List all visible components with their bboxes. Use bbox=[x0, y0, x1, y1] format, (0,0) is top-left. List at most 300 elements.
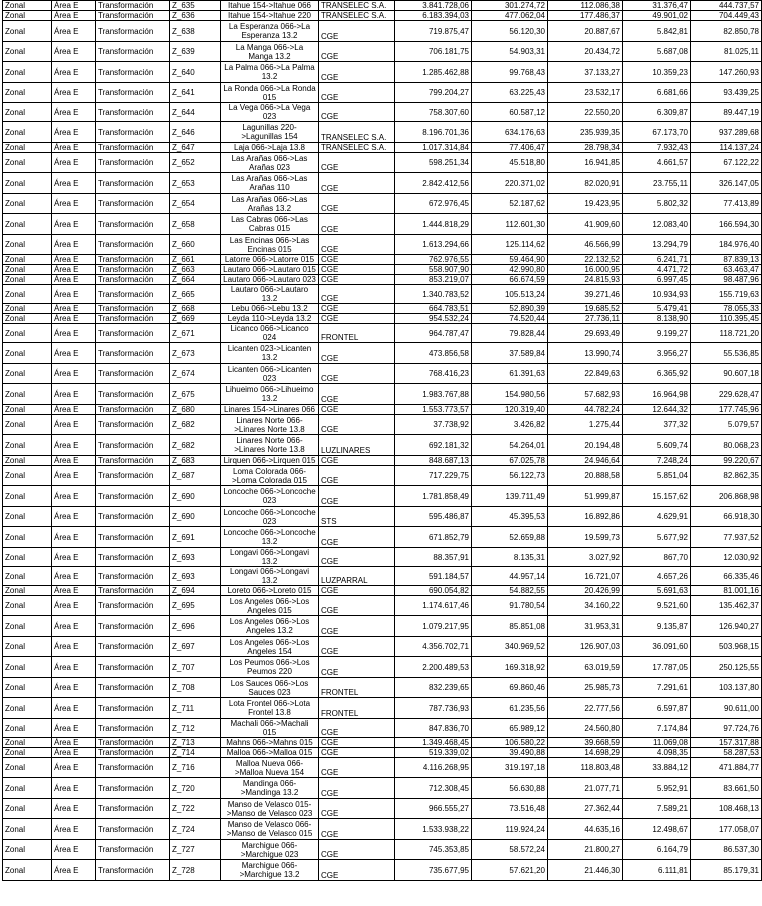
value-2-cell: 54.264,01 bbox=[472, 435, 548, 456]
table-row bbox=[3, 42, 762, 62]
value-4-cell: 5.842,81 bbox=[623, 21, 691, 42]
table-row bbox=[3, 415, 762, 435]
segment-cell: Loncoche 066->Loncoche 023 bbox=[221, 486, 319, 507]
segment-cell: Loreto 066->Loreto 015 bbox=[221, 586, 319, 596]
segment-cell: Itahue 154->Itahue 066 bbox=[221, 1, 319, 11]
area-cell: Área E bbox=[52, 719, 96, 738]
value-2-cell: 58.572,24 bbox=[472, 840, 548, 860]
value-2-cell: 125.114,62 bbox=[472, 235, 548, 255]
value-4-cell: 17.787,05 bbox=[623, 657, 691, 678]
value-1-cell: 6.183.394,03 bbox=[395, 11, 472, 21]
value-4-cell: 31.376,47 bbox=[623, 1, 691, 11]
zonal-cell: Zonal bbox=[3, 122, 52, 143]
type-cell: Transformación bbox=[96, 364, 170, 384]
value-4-cell: 5.609,74 bbox=[623, 435, 691, 456]
value-5-cell: 83.661,50 bbox=[691, 778, 762, 799]
zonal-cell: Zonal bbox=[3, 657, 52, 678]
value-5-cell: 87.839,13 bbox=[691, 255, 762, 265]
value-3-cell: 16.000,95 bbox=[548, 265, 623, 275]
segment-cell: Licanten 023->Licanten 13.2 bbox=[221, 343, 319, 364]
table-row bbox=[3, 586, 762, 596]
zonal-cell: Zonal bbox=[3, 235, 52, 255]
value-4-cell: 7.589,21 bbox=[623, 799, 691, 819]
value-4-cell: 5.952,91 bbox=[623, 778, 691, 799]
value-2-cell: 73.516,48 bbox=[472, 799, 548, 819]
type-cell: Transformación bbox=[96, 799, 170, 819]
value-4-cell: 8.138,90 bbox=[623, 314, 691, 324]
value-5-cell: 99.220,67 bbox=[691, 456, 762, 466]
code-cell: Z_652 bbox=[170, 153, 221, 173]
area-cell: Área E bbox=[52, 11, 96, 21]
company-cell: TRANSELEC S.A. bbox=[319, 143, 395, 153]
value-3-cell: 29.693,49 bbox=[548, 324, 623, 343]
table-row bbox=[3, 678, 762, 698]
segment-cell: Los Angeles 066->Los Angeles 154 bbox=[221, 637, 319, 657]
type-cell: Transformación bbox=[96, 194, 170, 214]
value-5-cell: 58.287,53 bbox=[691, 748, 762, 758]
segment-cell: Malloa Nueva 066->Malloa Nueva 154 bbox=[221, 758, 319, 778]
value-2-cell: 74.520,44 bbox=[472, 314, 548, 324]
code-cell: Z_641 bbox=[170, 83, 221, 103]
code-cell: Z_660 bbox=[170, 235, 221, 255]
company-cell: CGE bbox=[319, 657, 395, 678]
value-3-cell: 57.682,93 bbox=[548, 384, 623, 405]
company-cell: CGE bbox=[319, 103, 395, 122]
value-2-cell: 120.319,40 bbox=[472, 405, 548, 415]
area-cell: Área E bbox=[52, 596, 96, 616]
table-row bbox=[3, 486, 762, 507]
area-cell: Área E bbox=[52, 616, 96, 637]
value-2-cell: 37.589,84 bbox=[472, 343, 548, 364]
value-3-cell: 118.803,48 bbox=[548, 758, 623, 778]
company-cell: CGE bbox=[319, 153, 395, 173]
zonal-cell: Zonal bbox=[3, 860, 52, 881]
value-2-cell: 319.197,18 bbox=[472, 758, 548, 778]
value-5-cell: 937.289,68 bbox=[691, 122, 762, 143]
code-cell: Z_708 bbox=[170, 678, 221, 698]
value-3-cell: 25.985,73 bbox=[548, 678, 623, 698]
value-1-cell: 717.229,75 bbox=[395, 466, 472, 486]
value-5-cell: 704.449,43 bbox=[691, 11, 762, 21]
type-cell: Transformación bbox=[96, 698, 170, 719]
segment-cell: Lihueimo 066->Lihueimo 13.2 bbox=[221, 384, 319, 405]
type-cell: Transformación bbox=[96, 21, 170, 42]
value-1-cell: 1.781.858,49 bbox=[395, 486, 472, 507]
segment-cell: Las Arañas 066->Las Arañas 023 bbox=[221, 153, 319, 173]
area-cell: Área E bbox=[52, 122, 96, 143]
value-5-cell: 5.079,57 bbox=[691, 415, 762, 435]
company-cell: FRONTEL bbox=[319, 324, 395, 343]
zonal-cell: Zonal bbox=[3, 314, 52, 324]
table-row bbox=[3, 567, 762, 586]
value-1-cell: 1.174.617,46 bbox=[395, 596, 472, 616]
code-cell: Z_682 bbox=[170, 415, 221, 435]
value-1-cell: 787.736,93 bbox=[395, 698, 472, 719]
company-cell: CGE bbox=[319, 738, 395, 748]
table-row bbox=[3, 758, 762, 778]
value-3-cell: 1.275,44 bbox=[548, 415, 623, 435]
value-5-cell: 444.737,57 bbox=[691, 1, 762, 11]
area-cell: Área E bbox=[52, 586, 96, 596]
code-cell: Z_644 bbox=[170, 103, 221, 122]
code-cell: Z_653 bbox=[170, 173, 221, 194]
company-cell: CGE bbox=[319, 255, 395, 265]
segment-cell: Licanco 066->Licanco 024 bbox=[221, 324, 319, 343]
zonal-cell: Zonal bbox=[3, 527, 52, 548]
table-row bbox=[3, 527, 762, 548]
value-1-cell: 1.613.294,66 bbox=[395, 235, 472, 255]
value-5-cell: 78.055,33 bbox=[691, 304, 762, 314]
value-5-cell: 77.937,52 bbox=[691, 527, 762, 548]
value-5-cell: 157.317,88 bbox=[691, 738, 762, 748]
segment-cell: La Manga 066->La Manga 13.2 bbox=[221, 42, 319, 62]
value-1-cell: 735.677,95 bbox=[395, 860, 472, 881]
value-1-cell: 966.555,27 bbox=[395, 799, 472, 819]
value-5-cell: 229.628,47 bbox=[691, 384, 762, 405]
value-2-cell: 66.674,59 bbox=[472, 275, 548, 285]
value-2-cell: 340.969,52 bbox=[472, 637, 548, 657]
segment-cell: Longavi 066->Longavi 13.2 bbox=[221, 548, 319, 567]
value-4-cell: 49.901,02 bbox=[623, 11, 691, 21]
zonal-cell: Zonal bbox=[3, 143, 52, 153]
area-cell: Área E bbox=[52, 285, 96, 304]
value-3-cell: 27.736,11 bbox=[548, 314, 623, 324]
value-1-cell: 954.532,24 bbox=[395, 314, 472, 324]
value-1-cell: 1.444.818,29 bbox=[395, 214, 472, 235]
company-cell: CGE bbox=[319, 748, 395, 758]
value-4-cell: 10.934,93 bbox=[623, 285, 691, 304]
company-cell: CGE bbox=[319, 83, 395, 103]
area-cell: Área E bbox=[52, 527, 96, 548]
table-row bbox=[3, 122, 762, 143]
table-row bbox=[3, 364, 762, 384]
value-4-cell: 5.677,92 bbox=[623, 527, 691, 548]
company-cell: CGE bbox=[319, 527, 395, 548]
area-cell: Área E bbox=[52, 173, 96, 194]
value-1-cell: 758.307,60 bbox=[395, 103, 472, 122]
value-5-cell: 55.536,85 bbox=[691, 343, 762, 364]
segment-cell: Itahue 154->Itahue 220 bbox=[221, 11, 319, 21]
type-cell: Transformación bbox=[96, 840, 170, 860]
value-3-cell: 82.020,91 bbox=[548, 173, 623, 194]
value-3-cell: 22.849,63 bbox=[548, 364, 623, 384]
value-1-cell: 598.251,34 bbox=[395, 153, 472, 173]
value-5-cell: 66.335,46 bbox=[691, 567, 762, 586]
value-4-cell: 3.956,27 bbox=[623, 343, 691, 364]
value-1-cell: 1.017.314,84 bbox=[395, 143, 472, 153]
value-5-cell: 103.137,80 bbox=[691, 678, 762, 698]
value-4-cell: 36.091,60 bbox=[623, 637, 691, 657]
value-3-cell: 235.939,35 bbox=[548, 122, 623, 143]
area-cell: Área E bbox=[52, 415, 96, 435]
zonal-cell: Zonal bbox=[3, 415, 52, 435]
code-cell: Z_713 bbox=[170, 738, 221, 748]
value-1-cell: 4.356.702,71 bbox=[395, 637, 472, 657]
segment-cell: Licanten 066->Licanten 023 bbox=[221, 364, 319, 384]
zonal-cell: Zonal bbox=[3, 173, 52, 194]
area-cell: Área E bbox=[52, 799, 96, 819]
type-cell: Transformación bbox=[96, 1, 170, 11]
value-3-cell: 22.550,20 bbox=[548, 103, 623, 122]
value-2-cell: 220.371,02 bbox=[472, 173, 548, 194]
zonal-cell: Zonal bbox=[3, 42, 52, 62]
type-cell: Transformación bbox=[96, 860, 170, 881]
value-5-cell: 93.439,25 bbox=[691, 83, 762, 103]
code-cell: Z_727 bbox=[170, 840, 221, 860]
type-cell: Transformación bbox=[96, 103, 170, 122]
area-cell: Área E bbox=[52, 42, 96, 62]
area-cell: Área E bbox=[52, 21, 96, 42]
value-5-cell: 85.179,31 bbox=[691, 860, 762, 881]
value-5-cell: 82.850,78 bbox=[691, 21, 762, 42]
value-1-cell: 8.196.701,36 bbox=[395, 122, 472, 143]
value-1-cell: 847.836,70 bbox=[395, 719, 472, 738]
value-5-cell: 67.122,22 bbox=[691, 153, 762, 173]
value-3-cell: 41.909,60 bbox=[548, 214, 623, 235]
zonal-cell: Zonal bbox=[3, 83, 52, 103]
company-cell: CGE bbox=[319, 314, 395, 324]
value-5-cell: 81.025,11 bbox=[691, 42, 762, 62]
segment-cell: La Palma 066->La Palma 13.2 bbox=[221, 62, 319, 83]
value-5-cell: 110.395,45 bbox=[691, 314, 762, 324]
type-cell: Transformación bbox=[96, 405, 170, 415]
value-3-cell: 27.362,44 bbox=[548, 799, 623, 819]
value-1-cell: 745.353,85 bbox=[395, 840, 472, 860]
value-1-cell: 664.783,51 bbox=[395, 304, 472, 314]
value-3-cell: 24.815,93 bbox=[548, 275, 623, 285]
area-cell: Área E bbox=[52, 466, 96, 486]
company-cell: CGE bbox=[319, 456, 395, 466]
area-cell: Área E bbox=[52, 567, 96, 586]
type-cell: Transformación bbox=[96, 11, 170, 21]
zonal-cell: Zonal bbox=[3, 698, 52, 719]
table-row bbox=[3, 194, 762, 214]
company-cell: CGE bbox=[319, 778, 395, 799]
value-5-cell: 90.607,18 bbox=[691, 364, 762, 384]
code-cell: Z_638 bbox=[170, 21, 221, 42]
value-5-cell: 135.462,37 bbox=[691, 596, 762, 616]
tariff-table bbox=[2, 0, 762, 881]
value-2-cell: 52.659,88 bbox=[472, 527, 548, 548]
company-cell: CGE bbox=[319, 840, 395, 860]
segment-cell: La Ronda 066->La Ronda 015 bbox=[221, 83, 319, 103]
company-cell: LUZLINARES bbox=[319, 435, 395, 456]
segment-cell: Las Arañas 066->Las Arañas 110 bbox=[221, 173, 319, 194]
table-row bbox=[3, 738, 762, 748]
zonal-cell: Zonal bbox=[3, 285, 52, 304]
code-cell: Z_707 bbox=[170, 657, 221, 678]
value-1-cell: 4.116.268,95 bbox=[395, 758, 472, 778]
area-cell: Área E bbox=[52, 456, 96, 466]
value-2-cell: 119.924,24 bbox=[472, 819, 548, 840]
area-cell: Área E bbox=[52, 548, 96, 567]
value-2-cell: 79.828,44 bbox=[472, 324, 548, 343]
segment-cell: Marchigue 066->Marchigue 13.2 bbox=[221, 860, 319, 881]
value-4-cell: 4.661,57 bbox=[623, 153, 691, 173]
code-cell: Z_636 bbox=[170, 11, 221, 21]
segment-cell: Latorre 066->Latorre 015 bbox=[221, 255, 319, 265]
value-1-cell: 853.219,07 bbox=[395, 275, 472, 285]
zonal-cell: Zonal bbox=[3, 748, 52, 758]
segment-cell: Lebu 066->Lebu 13.2 bbox=[221, 304, 319, 314]
area-cell: Área E bbox=[52, 194, 96, 214]
value-3-cell: 19.423,95 bbox=[548, 194, 623, 214]
value-2-cell: 69.860,46 bbox=[472, 678, 548, 698]
company-cell: CGE bbox=[319, 62, 395, 83]
value-1-cell: 706.181,75 bbox=[395, 42, 472, 62]
value-4-cell: 5.802,32 bbox=[623, 194, 691, 214]
value-2-cell: 59.464,90 bbox=[472, 255, 548, 265]
value-1-cell: 712.308,45 bbox=[395, 778, 472, 799]
value-5-cell: 81.001,16 bbox=[691, 586, 762, 596]
value-2-cell: 56.122,73 bbox=[472, 466, 548, 486]
company-cell: CGE bbox=[319, 343, 395, 364]
value-2-cell: 61.235,56 bbox=[472, 698, 548, 719]
value-1-cell: 558.907,90 bbox=[395, 265, 472, 275]
code-cell: Z_714 bbox=[170, 748, 221, 758]
table-row bbox=[3, 507, 762, 527]
value-2-cell: 112.601,30 bbox=[472, 214, 548, 235]
type-cell: Transformación bbox=[96, 758, 170, 778]
area-cell: Área E bbox=[52, 1, 96, 11]
value-2-cell: 56.630,88 bbox=[472, 778, 548, 799]
value-5-cell: 166.594,30 bbox=[691, 214, 762, 235]
company-cell: FRONTEL bbox=[319, 698, 395, 719]
table-row bbox=[3, 255, 762, 265]
type-cell: Transformación bbox=[96, 62, 170, 83]
company-cell: CGE bbox=[319, 304, 395, 314]
area-cell: Área E bbox=[52, 384, 96, 405]
company-cell: TRANSELEC S.A. bbox=[319, 122, 395, 143]
value-2-cell: 44.957,14 bbox=[472, 567, 548, 586]
code-cell: Z_694 bbox=[170, 586, 221, 596]
table-row bbox=[3, 265, 762, 275]
value-2-cell: 60.587,12 bbox=[472, 103, 548, 122]
code-cell: Z_682 bbox=[170, 435, 221, 456]
segment-cell: Lautaro 066->Lautaro 023 bbox=[221, 275, 319, 285]
value-5-cell: 89.447,19 bbox=[691, 103, 762, 122]
company-cell: CGE bbox=[319, 275, 395, 285]
zonal-cell: Zonal bbox=[3, 62, 52, 83]
table-row bbox=[3, 1, 762, 11]
area-cell: Área E bbox=[52, 748, 96, 758]
value-1-cell: 719.875,47 bbox=[395, 21, 472, 42]
type-cell: Transformación bbox=[96, 143, 170, 153]
value-5-cell: 108.468,13 bbox=[691, 799, 762, 819]
value-4-cell: 4.098,35 bbox=[623, 748, 691, 758]
value-4-cell: 7.248,24 bbox=[623, 456, 691, 466]
segment-cell: La Esperanza 066->La Esperanza 13.2 bbox=[221, 21, 319, 42]
table-row bbox=[3, 657, 762, 678]
code-cell: Z_665 bbox=[170, 285, 221, 304]
company-cell: STS bbox=[319, 507, 395, 527]
value-1-cell: 591.184,57 bbox=[395, 567, 472, 586]
value-3-cell: 20.887,67 bbox=[548, 21, 623, 42]
value-1-cell: 1.285.462,88 bbox=[395, 62, 472, 83]
value-3-cell: 112.086,38 bbox=[548, 1, 623, 11]
table-row bbox=[3, 596, 762, 616]
value-5-cell: 326.147,05 bbox=[691, 173, 762, 194]
type-cell: Transformación bbox=[96, 153, 170, 173]
code-cell: Z_661 bbox=[170, 255, 221, 265]
type-cell: Transformación bbox=[96, 122, 170, 143]
value-3-cell: 16.892,86 bbox=[548, 507, 623, 527]
zonal-cell: Zonal bbox=[3, 384, 52, 405]
code-cell: Z_675 bbox=[170, 384, 221, 405]
segment-cell: La Vega 066->La Vega 023 bbox=[221, 103, 319, 122]
value-1-cell: 88.357,91 bbox=[395, 548, 472, 567]
value-5-cell: 503.968,15 bbox=[691, 637, 762, 657]
zonal-cell: Zonal bbox=[3, 719, 52, 738]
value-2-cell: 67.025,78 bbox=[472, 456, 548, 466]
area-cell: Área E bbox=[52, 324, 96, 343]
value-2-cell: 45.395,53 bbox=[472, 507, 548, 527]
company-cell: CGE bbox=[319, 285, 395, 304]
table-row bbox=[3, 21, 762, 42]
value-4-cell: 12.083,40 bbox=[623, 214, 691, 235]
value-5-cell: 206.868,98 bbox=[691, 486, 762, 507]
zonal-cell: Zonal bbox=[3, 466, 52, 486]
code-cell: Z_693 bbox=[170, 548, 221, 567]
type-cell: Transformación bbox=[96, 343, 170, 364]
value-3-cell: 51.999,87 bbox=[548, 486, 623, 507]
value-3-cell: 14.698,29 bbox=[548, 748, 623, 758]
type-cell: Transformación bbox=[96, 42, 170, 62]
value-3-cell: 22.132,52 bbox=[548, 255, 623, 265]
table-row bbox=[3, 324, 762, 343]
value-4-cell: 11.069,08 bbox=[623, 738, 691, 748]
code-cell: Z_724 bbox=[170, 819, 221, 840]
zonal-cell: Zonal bbox=[3, 758, 52, 778]
value-4-cell: 4.629,91 bbox=[623, 507, 691, 527]
zonal-cell: Zonal bbox=[3, 456, 52, 466]
value-2-cell: 139.711,49 bbox=[472, 486, 548, 507]
type-cell: Transformación bbox=[96, 748, 170, 758]
area-cell: Área E bbox=[52, 314, 96, 324]
area-cell: Área E bbox=[52, 637, 96, 657]
code-cell: Z_722 bbox=[170, 799, 221, 819]
code-cell: Z_635 bbox=[170, 1, 221, 11]
value-1-cell: 672.976,45 bbox=[395, 194, 472, 214]
segment-cell: Linares Norte 066->Linares Norte 13.8 bbox=[221, 415, 319, 435]
zonal-cell: Zonal bbox=[3, 778, 52, 799]
value-5-cell: 66.918,30 bbox=[691, 507, 762, 527]
company-cell: CGE bbox=[319, 860, 395, 881]
type-cell: Transformación bbox=[96, 304, 170, 314]
value-2-cell: 56.120,30 bbox=[472, 21, 548, 42]
table-row bbox=[3, 83, 762, 103]
code-cell: Z_658 bbox=[170, 214, 221, 235]
value-3-cell: 23.532,17 bbox=[548, 83, 623, 103]
value-2-cell: 91.780,54 bbox=[472, 596, 548, 616]
value-1-cell: 2.200.489,53 bbox=[395, 657, 472, 678]
segment-cell: Los Sauces 066->Los Sauces 023 bbox=[221, 678, 319, 698]
segment-cell: Loncoche 066->Loncoche 13.2 bbox=[221, 527, 319, 548]
area-cell: Área E bbox=[52, 507, 96, 527]
segment-cell: Marchigue 066->Marchigue 023 bbox=[221, 840, 319, 860]
value-2-cell: 477.062,04 bbox=[472, 11, 548, 21]
value-5-cell: 177.058,07 bbox=[691, 819, 762, 840]
value-3-cell: 20.426,99 bbox=[548, 586, 623, 596]
zonal-cell: Zonal bbox=[3, 1, 52, 11]
segment-cell: Linares 154->Linares 066 bbox=[221, 405, 319, 415]
zonal-cell: Zonal bbox=[3, 435, 52, 456]
table-row bbox=[3, 637, 762, 657]
segment-cell: Leyda 110->Leyda 13.2 bbox=[221, 314, 319, 324]
value-4-cell: 867,70 bbox=[623, 548, 691, 567]
value-2-cell: 63.225,43 bbox=[472, 83, 548, 103]
value-4-cell: 9.135,87 bbox=[623, 616, 691, 637]
